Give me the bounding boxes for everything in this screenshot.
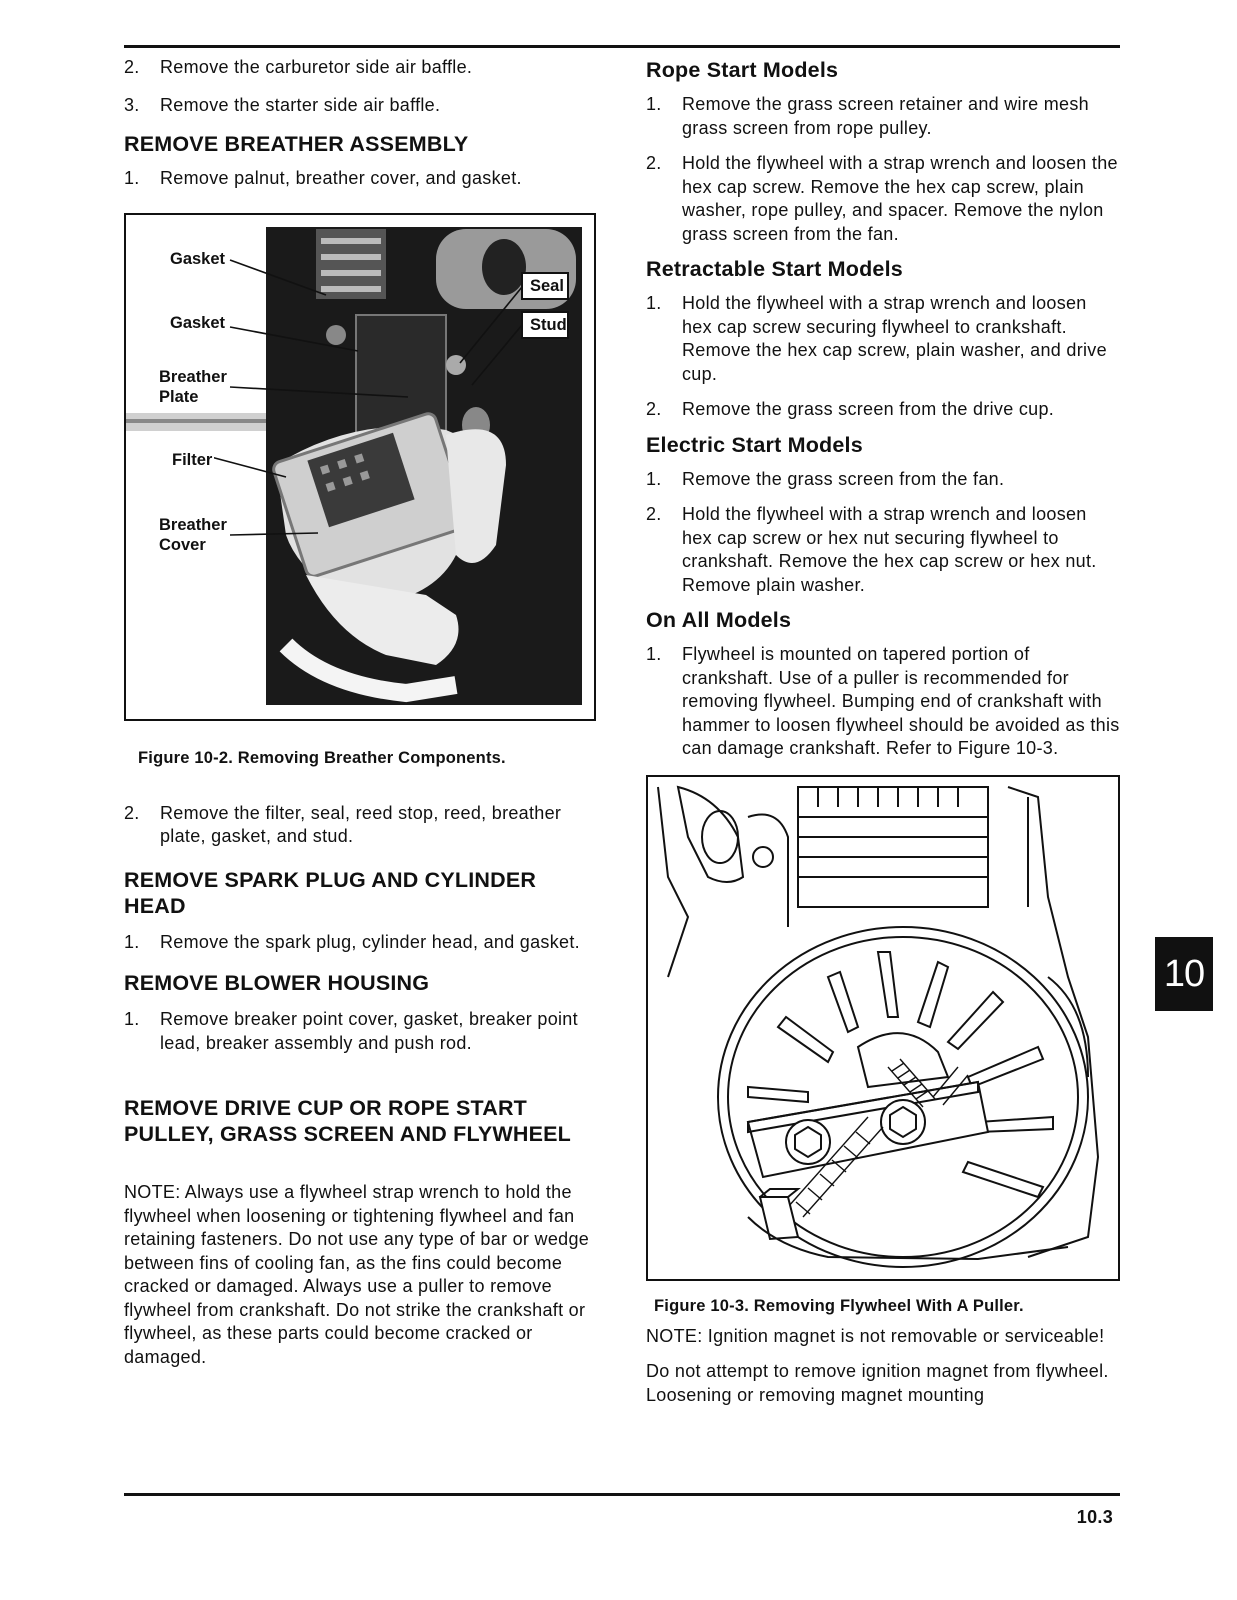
bottom-rule bbox=[124, 1493, 1120, 1496]
list-item: 1. Remove the spark plug, cylinder head, and gasket. bbox=[124, 931, 580, 952]
list-item: 1. Remove the grass screen from the fan. bbox=[646, 468, 1005, 489]
top-rule bbox=[124, 45, 1120, 48]
paragraph-magnet-warning: Do not attempt to remove ignition magnet from flywheel. Loosening or removing magnet mounting bbox=[646, 1361, 1109, 1405]
label-gasket: Gasket bbox=[170, 313, 226, 332]
label-gasket-top: Gasket bbox=[170, 249, 226, 268]
label-breather-plate-line2: Plate bbox=[159, 387, 199, 406]
chapter-tab: 10 bbox=[1155, 937, 1213, 1011]
subheading-retractable-start: Retractable Start Models bbox=[646, 257, 903, 281]
section-heading-blower: REMOVE BLOWER HOUSING bbox=[124, 971, 430, 995]
label-breather-cover-line2: Cover bbox=[159, 535, 206, 554]
list-item: 3. Remove the starter side air baffle. bbox=[124, 94, 441, 115]
list-item: 2. Remove the grass screen from the drive cup. bbox=[646, 399, 1055, 419]
list-item: 1. Remove the grass screen retainer and wire mesh grass screen from rope pulley. bbox=[646, 94, 1089, 138]
page-number: 10.3 bbox=[1076, 1507, 1113, 1527]
figure-breather-photo bbox=[124, 213, 596, 721]
flywheel-puller-drawing bbox=[648, 777, 1118, 1279]
list-item: 2. Hold the flywheel with a strap wrench and loosen the hex cap screw. Remove the hex cap screw, plain washer, rope pulley, and spacer. Remove the nylon grass screen from the fan. bbox=[646, 153, 1118, 244]
label-filter: Filter bbox=[172, 450, 213, 469]
list-item: 2. Remove the carburetor side air baffle. bbox=[124, 57, 473, 77]
list-item: 2. Remove the filter, seal, reed stop, reed, breather plate, gasket, and stud. bbox=[124, 802, 562, 846]
note-ignition-magnet: NOTE: Ignition magnet is not removable or serviceable! bbox=[646, 1325, 1105, 1346]
subheading-all-models: On All Models bbox=[646, 608, 792, 632]
list-item: 1. Remove breaker point cover, gasket, breaker point lead, breaker assembly and push rod. bbox=[124, 1009, 578, 1053]
subheading-rope-start: Rope Start Models bbox=[646, 58, 839, 82]
section-heading-spark: REMOVE SPARK PLUG AND CYLINDER HEAD bbox=[124, 867, 537, 918]
list-item: 2. Hold the flywheel with a strap wrench and loosen hex cap screw or hex nut securing flywheel to crankshaft. Remove the hex cap screw or hex nut. Remove plain washer. bbox=[646, 504, 1097, 595]
figure-caption-10-3: Figure 10-3. Removing Flywheel With A Puller. bbox=[654, 1296, 1024, 1315]
subheading-electric-start: Electric Start Models bbox=[646, 432, 863, 457]
figure-flywheel-puller bbox=[646, 775, 1120, 1281]
section-heading-drive-cup: REMOVE DRIVE CUP OR ROPE START PULLEY, GRASS SCREEN AND FLYWHEEL bbox=[124, 1096, 572, 1146]
note-strap-wrench: NOTE: Always use a flywheel strap wrench to hold the flywheel when loosening or tightening flywheel and fan retaining fasteners. Do not use any type of bar or wedge between fins of cooling fan, as the fins could become cracked or damaged. Always use a puller to remove flywheel from crankshaft. Do not strike the crankshaft or flywheel, as these parts could become cracked or damaged. bbox=[124, 1182, 590, 1367]
label-stud: Stud bbox=[530, 315, 567, 334]
figure-caption-10-2: Figure 10-2. Removing Breather Components. bbox=[138, 748, 506, 767]
left-column bbox=[124, 52, 594, 1369]
list-item: 1. Hold the flywheel with a strap wrench and loosen hex cap screw securing flywheel to crankshaft. Remove the hex cap screw, plain washer, and drive cup. bbox=[646, 293, 1107, 384]
list-item: 1. Remove palnut, breather cover, and gasket. bbox=[124, 168, 522, 188]
label-breather-plate-line1: Breather bbox=[159, 367, 227, 386]
label-seal: Seal bbox=[530, 276, 564, 295]
section-heading-breather: REMOVE BREATHER ASSEMBLY bbox=[124, 132, 469, 156]
right-column bbox=[646, 52, 1120, 1407]
list-item: 1. Flywheel is mounted on tapered portion of crankshaft. Use of a puller is recommended for removing flywheel. Bumping end of crankshaft with hammer to loosen flywheel should be avoided as this can damage crankshaft. Refer to Figure 10-3. bbox=[646, 644, 1120, 758]
label-breather-cover-line1: Breather bbox=[159, 515, 227, 534]
